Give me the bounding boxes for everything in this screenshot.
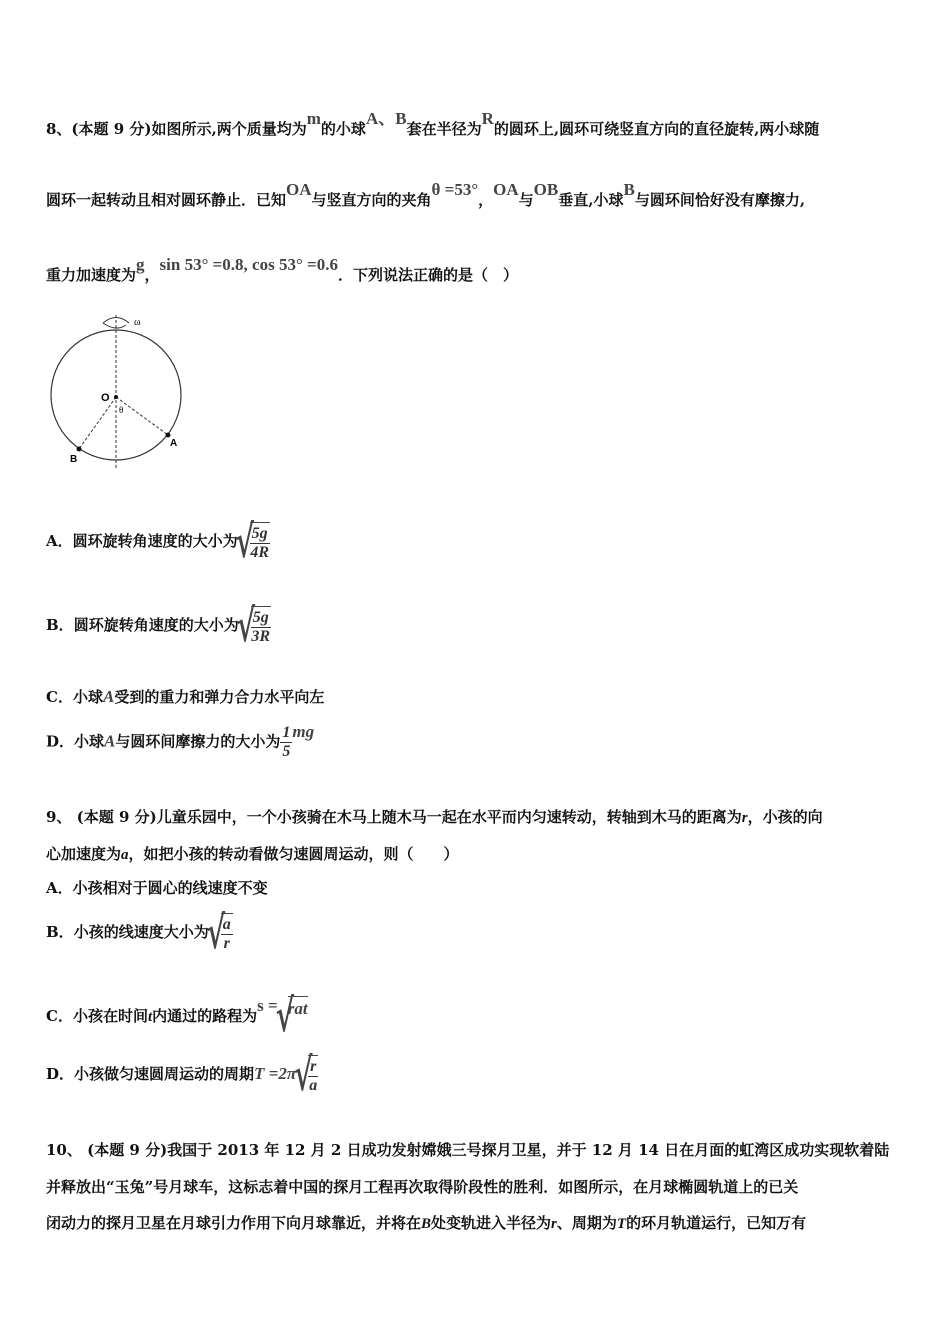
text: 与 (518, 191, 534, 209)
q8-option-b (46, 606, 271, 646)
q9-line1 (46, 806, 823, 827)
text: ，小孩的向 (747, 808, 823, 826)
q8-line1 (46, 109, 820, 139)
var-R: R (481, 109, 494, 128)
var-oa: OA (286, 180, 312, 199)
q8-option-c (46, 686, 324, 707)
option-text: 圆环旋转角速度的大小为 (73, 616, 239, 634)
sqrt-expr (296, 1055, 318, 1095)
text: 的圆环上,圆环可绕竖直方向的直径旋转,两小球随 (493, 120, 820, 138)
ball-b (77, 447, 82, 452)
o-label: O (101, 392, 110, 404)
q10-line2 (46, 1176, 798, 1197)
formula-lhs: T =2π (254, 1064, 297, 1083)
ob-line (79, 397, 116, 449)
var-g: g (136, 255, 145, 274)
q8-option-a (46, 522, 270, 562)
text: ，如把小孩的转动看做匀速圆周运动，则（ ） (128, 845, 459, 863)
option-label: B． (46, 616, 74, 634)
q9-option-c (46, 996, 308, 1029)
var-oa: OA (493, 180, 519, 199)
option-label: A． (46, 879, 73, 897)
denominator: 5 (282, 743, 291, 760)
q9-option-a (46, 877, 268, 898)
text: 与竖直方向的夹角 (311, 191, 432, 209)
option-text: 内通过的路程为 (152, 1007, 258, 1025)
q10-line1 (46, 1139, 889, 1160)
omega-label: ω (134, 317, 141, 328)
numerator: √ r (310, 1058, 317, 1075)
text: 垂直,小球 (558, 191, 624, 209)
text: 并释放出“玉兔”号月球车，这标志着中国的探月工程再次取得阶段性的胜利．如图所示，在月球椭圆轨道上的已关 (46, 1178, 799, 1196)
option-text: 小球 (72, 688, 103, 706)
option-label: C． (46, 1007, 73, 1025)
text: 的环月轨道运行，已知万有 (626, 1214, 807, 1232)
sqrt-expr (238, 522, 270, 562)
radicand: rat (288, 996, 308, 1019)
var-b: B (421, 1216, 432, 1232)
var-a: A (102, 687, 115, 706)
ball-a (166, 433, 171, 438)
option-text: 小球 (74, 732, 105, 751)
text: ， (478, 191, 494, 209)
ring-figure (46, 310, 196, 480)
text: 心加速度为 (46, 845, 122, 863)
var-r: r (741, 810, 748, 826)
option-text: 与圆环间摩擦力的大小为 (115, 732, 281, 751)
option-text: 受到的重力和弹力合力水平向左 (114, 688, 325, 706)
oa-line (116, 397, 168, 435)
option-label: A． (46, 532, 73, 550)
denominator: a (309, 1077, 318, 1094)
text: ， (144, 266, 160, 284)
var-mg: mg (292, 721, 315, 741)
var-a: a (121, 847, 129, 863)
option-text: 小孩的线速度大小为 (73, 923, 209, 941)
text: 圆环一起转动且相对圆环静止．已知 (46, 191, 287, 209)
sqrt-expr (278, 996, 308, 1019)
q8-option-d (46, 721, 315, 761)
theta-label: θ (119, 405, 124, 415)
sqrt-expr (209, 913, 233, 953)
option-text: 小孩相对于圆心的线速度不变 (72, 879, 268, 897)
text: 的小球 (320, 120, 366, 138)
numerator: 1 (282, 724, 291, 741)
text: 、周期为 (556, 1214, 617, 1232)
denominator: 3R (251, 628, 271, 645)
text: 套在半径为 (406, 120, 482, 138)
text: 重力加速度为 (46, 266, 137, 284)
numerator: √ a (222, 916, 231, 933)
option-text: 小孩做匀速圆周运动的周期 (74, 1065, 255, 1083)
text: 8、(本题 9 分)如图所示,两个质量均为 (46, 120, 307, 138)
b-label: B (70, 454, 78, 465)
option-label: D． (46, 1065, 75, 1083)
q8-line3 (46, 255, 518, 285)
var-t: t (147, 1009, 153, 1025)
var-t: T (616, 1216, 627, 1232)
denominator: 4R (250, 544, 269, 561)
q9-option-d (46, 1055, 318, 1095)
q9-option-b (46, 913, 233, 953)
option-label: B． (46, 923, 74, 941)
var-m: m (306, 109, 321, 128)
formula-lhs: s = (257, 996, 278, 1015)
numerator: √ 5g (251, 525, 268, 542)
text: 10、 (本题 9 分)我国于 2013 年 12 月 2 日成功发射嫦娥三号探月卫星，并于 12 月 14 日在月面的虹湾区成功实现软着陆 (46, 1141, 890, 1159)
a-label: A (170, 438, 178, 449)
option-text: 小孩在时间 (72, 1007, 148, 1025)
q9-line2 (46, 843, 459, 864)
text: ．下列说法正确的是（ ） (337, 266, 518, 284)
text: 处变轨进入半径为 (431, 1214, 552, 1232)
var-theta: θ =53° (431, 180, 479, 199)
text: 与圆环间恰好没有摩擦力, (634, 191, 806, 209)
sqrt-expr (239, 606, 271, 646)
numerator: √ 5g (252, 609, 269, 626)
text: 闭动力的探月卫星在月球引力作用下向月球靠近，并将在 (46, 1214, 422, 1232)
var-r: r (551, 1216, 557, 1232)
var-ab: A、B (365, 109, 407, 128)
trig-values: sin 53° =0.8, cos 53° =0.6 (159, 255, 338, 274)
q8-line2 (46, 180, 806, 210)
q10-line3 (46, 1212, 806, 1233)
var-a: A (104, 731, 116, 751)
option-text: 圆环旋转角速度的大小为 (72, 532, 238, 550)
option-label: D． (46, 732, 75, 751)
var-b: B (623, 180, 635, 199)
denominator: r (223, 935, 230, 952)
center-point (114, 395, 118, 399)
option-label: C． (46, 688, 73, 706)
text: 9、 (本题 9 分)儿童乐园中，一个小孩骑在木马上随木马一起在水平而内匀速转动，转轴到木马的距离为 (46, 808, 742, 826)
var-ob: OB (533, 180, 559, 199)
fraction (280, 724, 292, 761)
